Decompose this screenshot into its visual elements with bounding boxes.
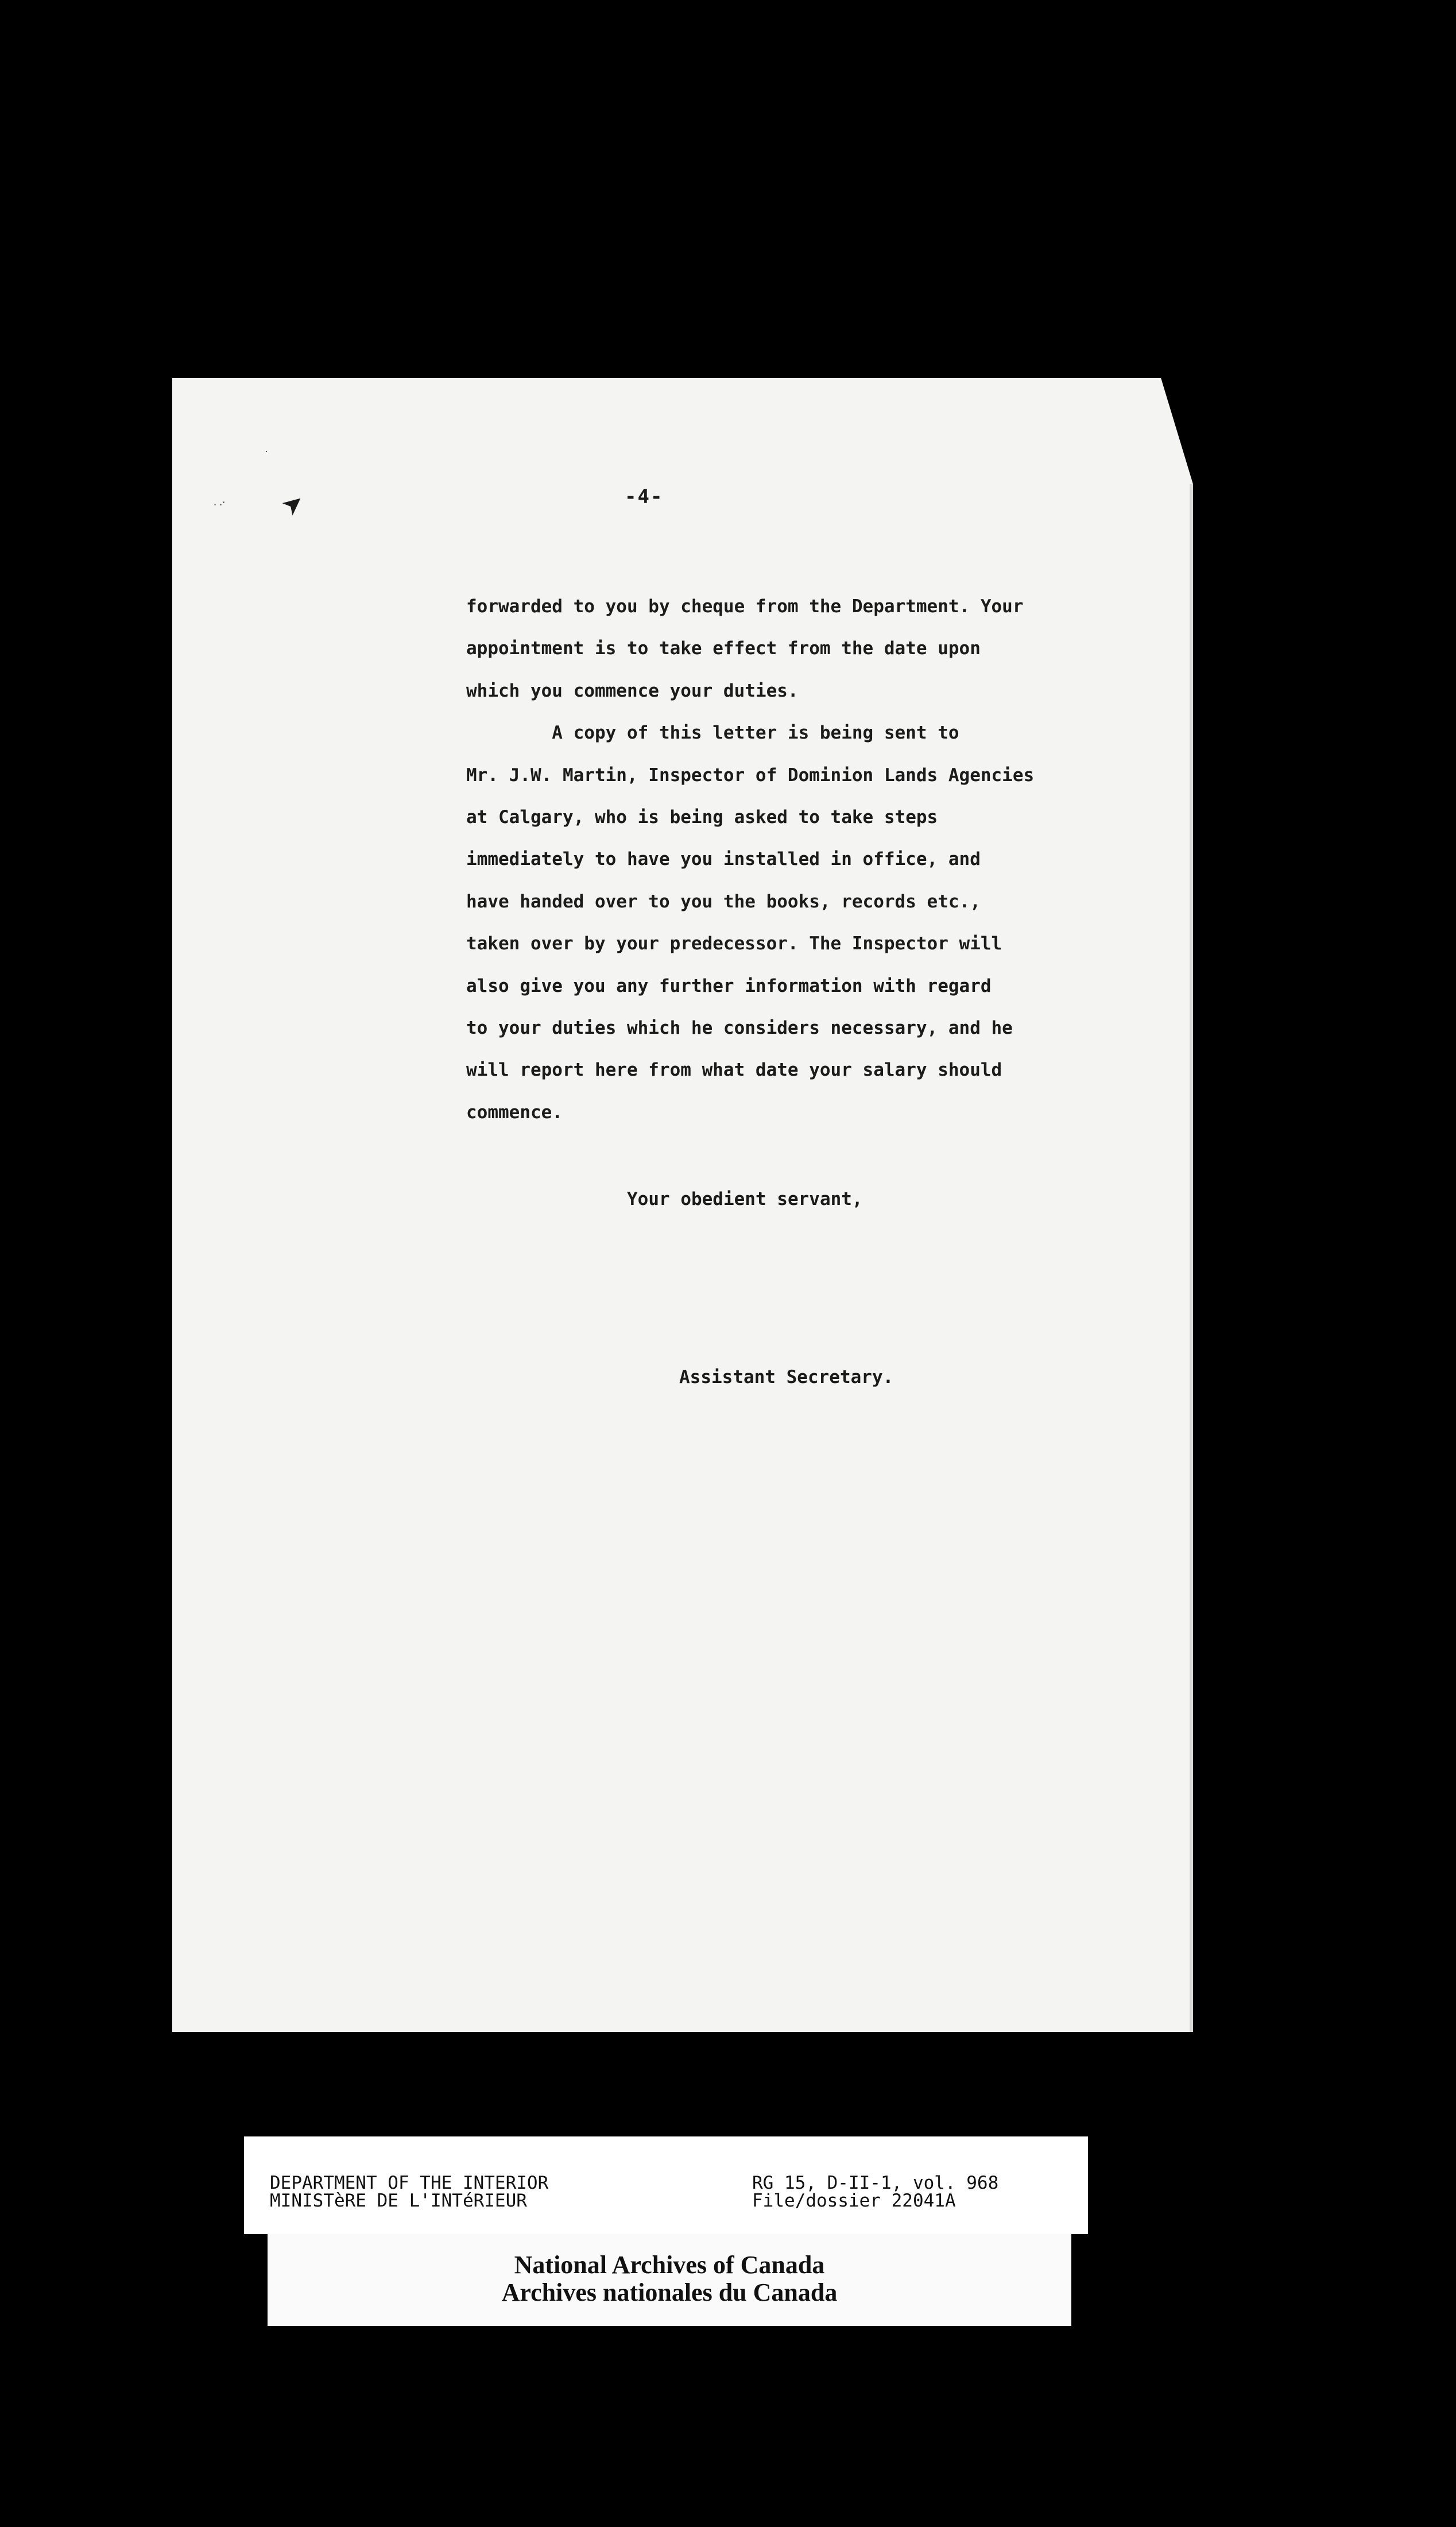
letter-body xyxy=(466,586,1144,1134)
institution-label xyxy=(268,2234,1071,2326)
body-line: A copy of this letter is being sent to xyxy=(466,722,959,744)
closing-salutation: Your obedient servant, xyxy=(627,1189,863,1210)
body-line: immediately to have you installed in office, and xyxy=(466,849,981,870)
page-number: -4- xyxy=(625,485,664,508)
page-edge xyxy=(1190,484,1193,2032)
department-en: DEPARTMENT OF THE INTERIOR xyxy=(270,2173,549,2193)
institution-en: National Archives of Canada xyxy=(514,2251,825,2279)
signer-title: Assistant Secretary. xyxy=(679,1367,894,1388)
body-line: which you commence your duties. xyxy=(466,680,799,701)
reference-numbers xyxy=(752,2174,998,2210)
body-line: at Calgary, who is being asked to take steps xyxy=(466,807,938,828)
body-line: also give you any further information with regard xyxy=(466,975,992,996)
body-line: forwarded to you by cheque from the Department. Your xyxy=(466,596,1024,617)
body-line: have handed over to you the books, records etc., xyxy=(466,891,981,912)
institution-fr: Archives nationales du Canada xyxy=(501,2278,838,2306)
body-line: commence. xyxy=(466,1102,563,1123)
arrow-mark-icon: ➤ xyxy=(275,486,311,522)
archive-reference-label xyxy=(244,2136,1088,2234)
stray-mark: . .· xyxy=(214,497,226,508)
body-line: Mr. J.W. Martin, Inspector of Dominion Lands Agencies xyxy=(466,764,1035,786)
record-group-reference: RG 15, D-II-1, vol. 968 xyxy=(752,2173,999,2193)
body-line: taken over by your predecessor. The Inspector will xyxy=(466,933,1002,955)
body-line: will report here from what date your salary should xyxy=(466,1060,1002,1081)
file-reference: File/dossier 22041A xyxy=(752,2190,956,2211)
body-line: to your duties which he considers necessary, and he xyxy=(466,1018,1013,1039)
department-fr: MINISTèRE DE L'INTéRIEUR xyxy=(270,2190,527,2211)
department-names xyxy=(270,2174,548,2210)
body-line: appointment is to take effect from the date upon xyxy=(466,638,981,659)
stray-mark: . xyxy=(265,445,268,454)
